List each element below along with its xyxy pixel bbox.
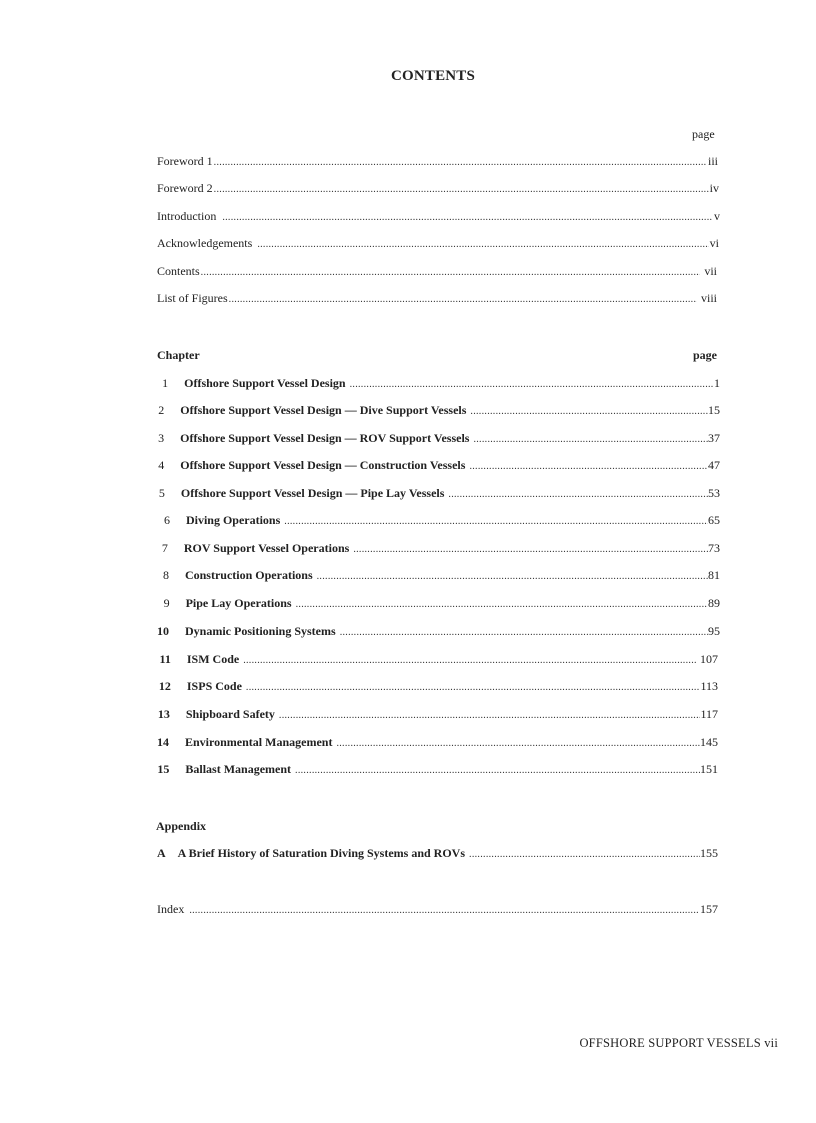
toc-chapter-15[interactable] [157,762,718,778]
dot-leader [350,379,714,390]
toc-entry-foreword-2[interactable] [157,181,719,197]
toc-chapter-3[interactable] [157,431,720,447]
dot-leader [317,571,708,582]
chapter-number: 15 [157,762,170,776]
toc-entry-label: Acknowledgements [157,236,253,250]
toc-entry-page: vi [709,236,719,250]
toc-appendix-a[interactable] [157,846,718,862]
chapter-number: 10 [157,624,169,638]
toc-entry-acknowledgements[interactable] [157,236,719,252]
toc-chapter-11[interactable] [157,652,718,668]
toc-entry-label: Contents [157,264,200,278]
chapter-page: 117 [700,707,718,721]
toc-entry-page: iii [707,154,718,168]
dot-leader [201,267,701,278]
toc-entry-foreword-1[interactable] [157,154,718,170]
chapter-number: 14 [157,735,169,749]
dot-leader [469,461,708,472]
toc-chapter-12[interactable] [157,679,718,695]
dot-leader [448,489,708,500]
dot-leader [214,157,707,168]
chapter-page: 73 [708,541,720,555]
chapter-heading: Chapter [157,348,200,362]
chapter-page: 53 [708,486,720,500]
toc-entry-label: Foreword 2 [157,181,213,195]
chapter-page: 95 [708,624,720,638]
chapter-page: 1 [714,376,720,390]
chapter-page: 107 [700,652,718,666]
toc-entry-page: viii [700,291,717,305]
dot-leader [336,738,700,749]
dot-leader [243,655,697,666]
dot-leader [229,294,697,305]
chapter-page: 113 [700,679,718,693]
chapter-page: 89 [708,596,720,610]
front-matter-page-heading: page [692,127,715,141]
toc-chapter-13[interactable] [157,707,718,723]
chapter-page: 65 [708,513,720,527]
chapter-number: 13 [157,707,170,721]
chapter-title: Offshore Support Vessel Design — Dive Support Vessels [180,403,467,417]
chapter-title: Diving Operations [185,513,281,527]
chapter-title: Offshore Support Vessel Design — ROV Support Vessels [180,431,470,445]
dot-leader [246,682,701,693]
toc-chapter-14[interactable] [157,735,718,751]
toc-entry-label: Introduction [157,209,217,223]
chapter-number: 2 [158,403,165,417]
toc-entry-introduction[interactable] [157,209,720,225]
chapter-page: 47 [708,458,720,472]
dot-leader [296,599,708,610]
chapter-page-heading: page [693,348,717,362]
chapter-number: 12 [158,679,171,693]
chapter-number: 11 [159,652,171,666]
chapter-title: Offshore Support Vessel Design [184,376,346,390]
chapter-title: Dynamic Positioning Systems [185,624,336,638]
chapter-page: 151 [700,762,718,776]
toc-chapter-7[interactable] [157,541,720,557]
chapter-title: Ballast Management [185,762,292,776]
toc-chapter-9[interactable] [157,596,720,612]
toc-entry-label: Index [157,902,185,916]
appendix-title: A Brief History of Saturation Diving Systems and ROVs [177,846,466,860]
dot-leader [189,905,699,916]
toc-entry-page: vii [704,264,717,278]
dot-leader [222,212,713,223]
dot-leader [353,544,708,555]
chapter-number: 7 [161,541,168,555]
toc-entry-page: iv [709,181,719,195]
toc-entry-label: List of Figures [157,291,228,305]
chapter-title: Pipe Lay Operations [185,596,292,610]
appendix-heading: Appendix [156,819,207,833]
dot-leader [469,849,700,860]
toc-entry-page: v [714,209,720,223]
chapter-number: 4 [158,458,165,472]
toc-chapter-2[interactable] [157,403,720,419]
toc-entry-page: 157 [700,902,718,916]
dot-leader [340,627,708,638]
toc-chapter-4[interactable] [157,458,720,474]
running-footer: OFFSHORE SUPPORT VESSELS vii [579,1036,778,1050]
chapter-page: 37 [708,431,720,445]
chapter-number: 9 [163,596,170,610]
toc-entry-label: Foreword 1 [157,154,213,168]
toc-chapter-6[interactable] [157,513,720,529]
toc-chapter-5[interactable] [157,486,720,502]
chapter-title: ISPS Code [186,679,242,693]
toc-chapter-10[interactable] [157,624,720,640]
dot-leader [295,765,700,776]
chapter-number: 6 [163,513,170,527]
dot-leader [473,434,708,445]
chapter-number: 3 [158,431,165,445]
dot-leader [279,710,701,721]
chapter-title: Offshore Support Vessel Design — Construction Vessels [180,458,466,472]
chapter-number: 8 [162,568,169,582]
chapter-title: Environmental Management [185,735,333,749]
chapter-number: 1 [162,376,169,390]
chapter-page: 15 [708,403,720,417]
toc-entry-index[interactable] [157,902,718,918]
appendix-page: 155 [700,846,718,860]
toc-entry-contents[interactable] [157,264,717,280]
chapter-title: Construction Operations [184,568,313,582]
chapter-title: ISM Code [186,652,240,666]
chapter-number: 5 [158,486,165,500]
chapter-page: 81 [708,568,720,582]
toc-chapter-1[interactable] [157,376,720,392]
toc-entry-list-of-figures[interactable] [157,291,717,307]
dot-leader [257,239,708,250]
chapter-title: Shipboard Safety [185,707,275,721]
dot-leader [470,406,708,417]
chapter-title: ROV Support Vessel Operations [183,541,350,555]
toc-chapter-8[interactable] [157,568,720,584]
dot-leader [214,184,709,195]
chapter-title: Offshore Support Vessel Design — Pipe Lay Vessels [180,486,445,500]
page-title: CONTENTS [390,68,476,84]
chapter-page: 145 [700,735,718,749]
dot-leader [284,516,708,527]
appendix-letter: A [157,846,166,860]
